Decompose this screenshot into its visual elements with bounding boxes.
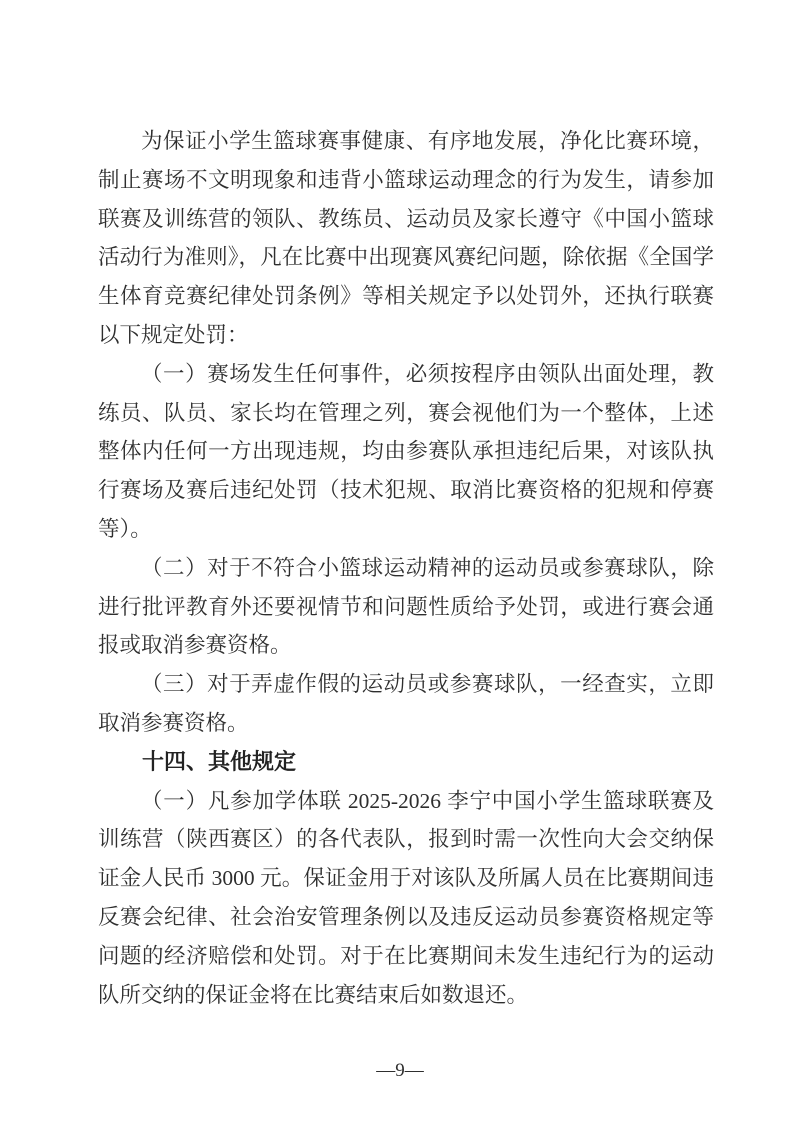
paragraph-rule-3: （三）对于弄虚作假的运动员或参赛球队，一经查实，立即取消参赛资格。	[98, 672, 714, 735]
paragraph-discipline-intro: 为保证小学生篮球赛事健康、有序地发展，净化比赛环境，制止赛场不文明现象和违背小篮球运动理念的行为发生，请参加联赛及训练营的领队、教练员、运动员及家长遵守《中国小篮球活动行为准则》，凡在比赛中出现赛风赛纪问题，除依据《全国学生体育竞赛纪律处罚条例》等相关规定予以处罚外，还执行联赛以下规定处罚：	[98, 129, 714, 347]
paragraph-rule-2: （二）对于不符合小篮球运动精神的运动员或参赛球队，除进行批评教育外还要视情节和问题性质给予处罚，或进行赛会通报或取消参赛资格。	[98, 555, 714, 658]
page-number: —9—	[376, 1060, 424, 1081]
paragraph-rule-1: （一）赛场发生任何事件，必须按程序由领队出面处理，教练员、队员、家长均在管理之列，赛会视他们为一个整体，上述整体内任何一方出现违规，均由参赛队承担违纪后果，对该队执行赛场及赛后违纪处罚（技术犯规、取消比赛资格的犯规和停赛等）。	[98, 361, 714, 541]
paragraph-deposit-rule: （一）凡参加学体联 2025-2026 李宁中国小学生篮球联赛及训练营（陕西赛区）的各代表队，报到时需一次性向大会交纳保证金人民币 3000 元。保证金用于对该队及所属人员在比赛期间违反赛会纪律、社会治安管理条例以及违反运动员参赛资格规定等问题的经济赔偿和处罚。对于在比赛期间未发生违纪行为的运动队所交纳的保证金将在比赛结束后如数退还。	[98, 788, 714, 1007]
section-heading-other-rules: 十四、其他规定	[142, 748, 297, 774]
document-body	[98, 122, 714, 1014]
